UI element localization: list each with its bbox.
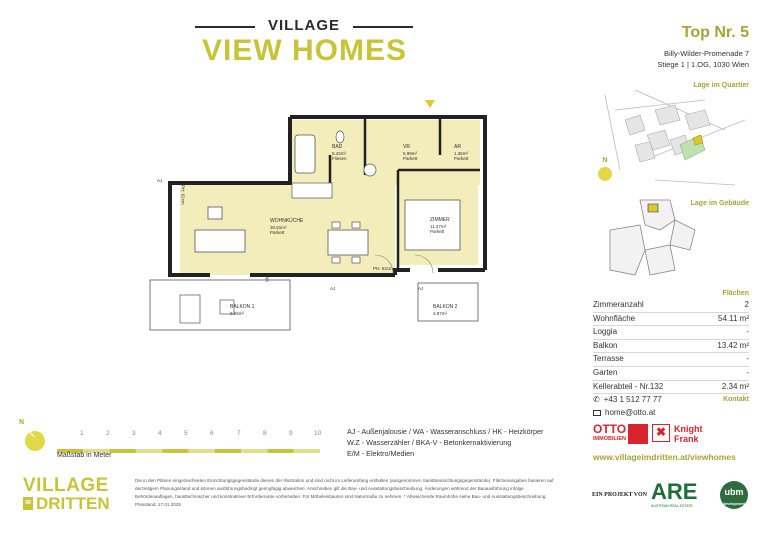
unit-title: Top Nr. 5 <box>681 24 749 41</box>
footer-logo-line1: VILLAGE <box>23 475 109 496</box>
mark-ph-62b: PH: 62cm <box>180 184 186 205</box>
balkon-1: BALKON 1 9.55m² <box>230 304 255 316</box>
brand-top-text: VILLAGE <box>267 17 340 34</box>
address-line-1: Billy-Wilder-Promenade 7 <box>663 49 749 58</box>
north-label: N <box>19 419 25 426</box>
balkon-2: BALKON 2 3.87m² <box>433 304 458 316</box>
email-contact[interactable] <box>593 408 655 417</box>
mark-ph-62: PH: 62cm <box>373 266 393 271</box>
room-ar: AR 1.35m² Parkett <box>454 144 469 161</box>
quartier-north-icon <box>598 167 612 181</box>
email-address: home@otto.at <box>605 408 656 417</box>
room-wohnkueche: WOHNKÜCHE 30.81m² Parkett <box>270 218 304 235</box>
table-row: Wohnfläche 54.11 m² <box>593 313 749 327</box>
kontakt-label: Kontakt <box>722 396 749 403</box>
mark-aj-2: AJ <box>330 286 336 291</box>
are-logo: ARE <box>651 479 698 504</box>
ubm-logo: ubm development <box>720 481 748 509</box>
otto-mark <box>628 424 648 444</box>
legend-line-2: W.Z - Wasserzähler / BKA-V - Betonkernaktivierung <box>347 438 512 447</box>
knight-frank-logo: Knight Frank <box>674 424 703 444</box>
footer-logo-line2: DRITTEN <box>36 494 110 513</box>
brand-main: VIEW HOMES <box>201 34 407 67</box>
projekt-label: EIN PROJEKT VON <box>592 492 648 498</box>
gebaeude-label: Lage im Gebäude <box>690 200 749 207</box>
table-row: Balkon 13.42 m² <box>593 340 749 354</box>
room-zimmer: ZIMMER 11.27m² Parkett <box>430 217 450 234</box>
quartier-label: Lage im Quartier <box>693 82 749 89</box>
scale-label: Maßstab in Meter <box>57 452 112 459</box>
scale-bar <box>57 440 320 444</box>
knight-frank-icon: ✖ <box>652 424 670 442</box>
table-row: Loggia - <box>593 326 749 340</box>
phone-icon: ✆ <box>593 395 600 404</box>
phone-number: +43 1 512 77 77 <box>603 395 662 404</box>
otto-logo: OTTO IMMOBILIEN <box>593 422 627 442</box>
table-row: Garten - <box>593 367 749 381</box>
room-vr: VR 5.99m² Parkett <box>403 144 418 161</box>
table-row: Terrasse - <box>593 353 749 367</box>
table-row: Zimmeranzahl 2 <box>593 299 749 313</box>
footer-logo-im: IM <box>23 497 33 510</box>
quartier-north: N <box>602 157 608 164</box>
north-compass-icon <box>25 431 45 451</box>
phone-contact[interactable] <box>593 395 662 404</box>
areas-table <box>593 299 749 394</box>
legend-line-1: AJ - Außenjalousie / WA - Wasseranschluss / HK - Heizkörper <box>347 427 544 436</box>
gebaeude-map <box>600 190 710 280</box>
address-line-2: Stiege 1 | 1.OG, 1030 Wien <box>657 60 749 69</box>
flaechen-label: Flächen <box>722 290 749 297</box>
mark-aj-1: AJ <box>157 178 163 183</box>
table-row: Kellerabteil - Nr.132 2.34 m² <box>593 381 749 395</box>
brand-top <box>195 17 413 34</box>
legend-line-3: E/M - Elektro/Medien <box>347 449 415 458</box>
disclaimer-text: Die in den Plänen eingezeichneten Einrichtungsgegenstände dienen der Illustration und sind nicht im Lieferumfang enthalten (ausgenommen Sanitäreinrichtungsgegenstände). Flächenangaben basieren auf derzeitigem Planungsstand und können ausführungsbedingt geringfügig abweichen. Anschreiben gilt die Bau- und Ausstattungsbeschreibung. Änderungen während der Bauausführung infolge Behördenauflagen, hausttechnischer und konstruktiver Erfordernisse vorbehalten. Für Möbeleinbauten sind Naturmaße zu nehmen. * Abweichende Raumhöhe siehe Bau- und Ausstattungsbeschreibung. Planstand: 17.01.2025 <box>135 478 554 507</box>
mark-aj-3: AJ <box>418 286 424 291</box>
website-link[interactable]: www.villageimdritten.at/viewhomes <box>593 452 736 462</box>
mark-wa: WA <box>264 275 270 283</box>
mail-icon <box>593 410 601 416</box>
room-bad: BAD 5.42m² Fliesen <box>332 144 347 161</box>
are-sub: AUSTRIAN REAL ESTATE <box>651 504 693 508</box>
